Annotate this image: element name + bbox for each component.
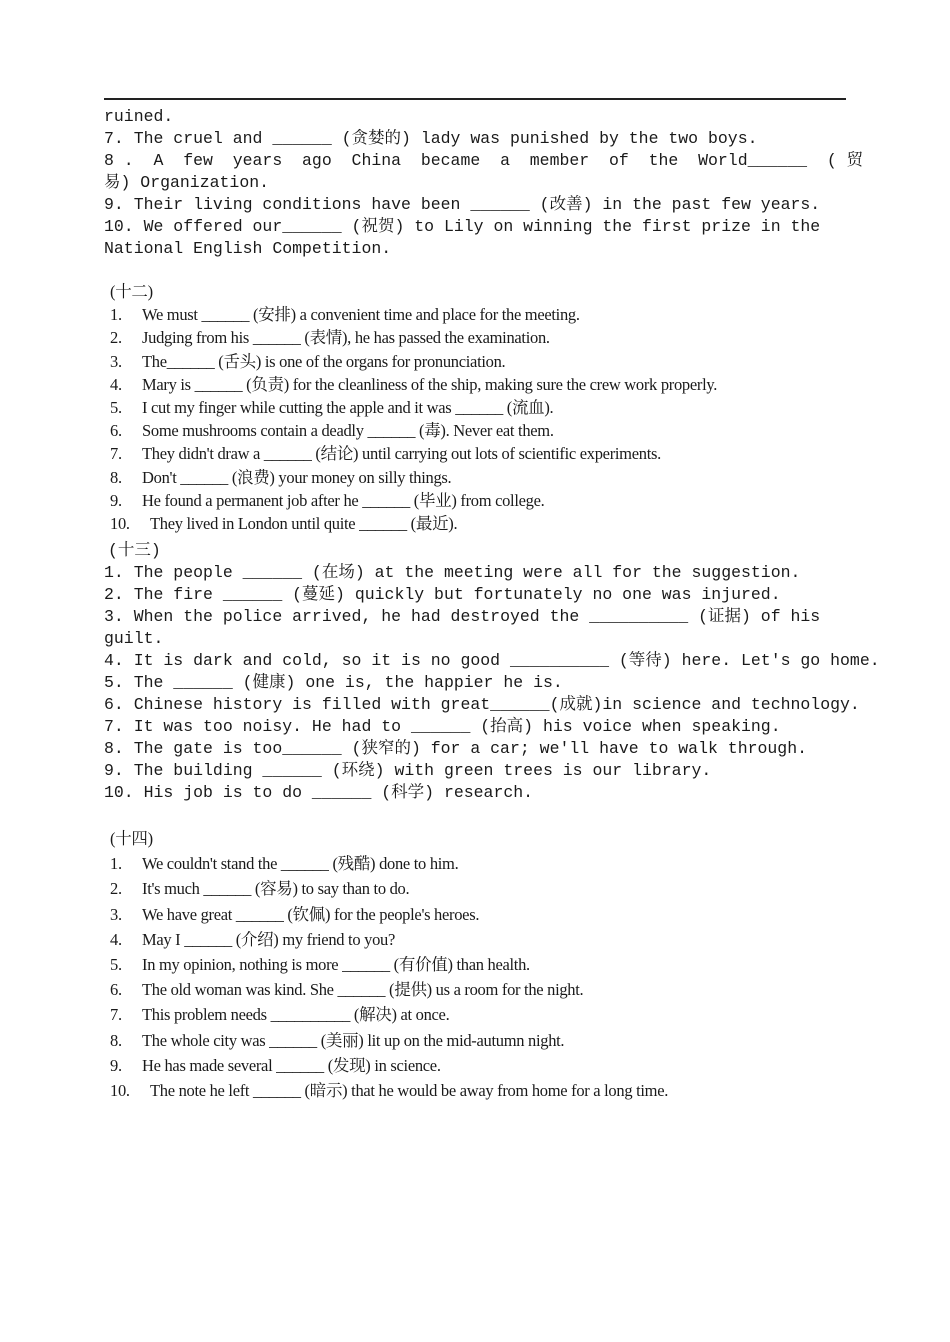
item-number: 2. [110,328,122,348]
item-text: I cut my finger while cutting the apple and it was ______ (流血). [142,397,554,417]
text-line: ruined. [104,107,174,126]
item-text: We couldn't stand the ______ (残酷) done to him. [142,854,459,874]
item-text: In my opinion, nothing is more ______ (有价值) than health. [142,954,530,974]
text-line: 9. The building ______ (环绕) with green trees is our library. [104,761,712,780]
item-text: The note he left ______ (暗示) that he would be away from home for a long time. [150,1080,669,1100]
section-heading: (十二) [110,282,153,301]
exercise-item [110,350,850,373]
item-number: 9. [110,490,122,510]
item-text: Judging from his ______ (表情), he has passed the examination. [142,328,550,348]
text-line: 3. When the police arrived, he had destroyed the __________ (证据) of his [104,607,821,626]
item-number: 2. [110,879,122,899]
header-rule [104,98,846,100]
section-12 [110,280,850,535]
item-text: They lived in London until quite ______ (最近). [150,513,458,533]
item-text: Mary is ______ (负责) for the cleanliness of the ship, making sure the crew work properly. [142,374,718,394]
exercise-item [110,396,850,419]
exercise-item [110,303,850,326]
item-number: 1. [110,854,122,874]
text-line: 5. The ______ (健康) one is, the happier he is. [104,673,563,692]
item-text: Don't ______ (浪费) your money on silly things. [142,467,452,487]
item-number: 3. [110,351,122,371]
item-number: 3. [110,904,122,924]
exercise-item [110,902,850,927]
exercise-item [110,927,850,952]
item-text: He has made several ______ (发现) in science. [142,1055,441,1075]
exercise-item [110,851,850,876]
item-text: They didn't draw a ______ (结论) until carrying out lots of scientific experiments. [142,444,661,464]
text-line: 7. The cruel and ______ (贪婪的) lady was punished by the two boys. [104,129,758,148]
exercise-item [110,419,850,442]
text-line: 10. His job is to do ______ (科学) research. [104,783,534,802]
exercise-item [110,373,850,396]
text-line: 9. Their living conditions have been ______ (改善) in the past few years. [104,195,821,214]
text-line: 易) Organization. [104,173,270,192]
exercise-item [110,1002,850,1027]
section-heading: (十四) [110,829,153,848]
item-number: 4. [110,374,122,394]
exercise-item [110,952,850,977]
item-number: 10. [110,513,130,533]
section-13 [104,540,880,804]
exercise-item [110,489,850,512]
text-line: 4. It is dark and cold, so it is no good __________ (等待) here. Let's go home. [104,651,880,670]
section-14 [110,826,850,1103]
text-line: National English Competition. [104,239,392,258]
item-number: 5. [110,397,122,417]
item-number: 6. [110,421,122,441]
text-line: 6. Chinese history is filled with great______(成就)in science and technology. [104,695,860,714]
text-line: 8 . A few years ago China became a member of the World______ ( 贸 [104,151,864,170]
item-number: 4. [110,929,122,949]
item-text: May I ______ (介绍) my friend to you? [142,929,395,949]
item-text: It's much ______ (容易) to say than to do. [142,879,410,899]
exercise-item [110,977,850,1002]
text-line: 7. It was too noisy. He had to ______ (抬高) his voice when speaking. [104,717,781,736]
item-number: 8. [110,467,122,487]
exercise-item [110,326,850,349]
text-line: 8. The gate is too______ (狭窄的) for a car; we'll have to walk through. [104,739,808,758]
text-line: 1. The people ______ (在场) at the meeting were all for the suggestion. [104,563,801,582]
exercise-item [110,1078,850,1103]
item-number: 8. [110,1030,122,1050]
exercise-item [110,1028,850,1053]
item-text: Some mushrooms contain a deadly ______ (毒). Never eat them. [142,421,554,441]
item-number: 6. [110,980,122,1000]
item-text: This problem needs __________ (解决) at once. [142,1005,450,1025]
text-line: guilt. [104,629,164,648]
item-text: We must ______ (安排) a convenient time and place for the meeting. [142,305,580,325]
exercise-item [110,442,850,465]
section-heading: (十三) [108,541,161,560]
item-number: 1. [110,305,122,325]
exercise-item [110,876,850,901]
item-number: 7. [110,444,122,464]
text-line: 10. We offered our______ (祝贺) to Lily on winning the first prize in the [104,217,821,236]
text-line: 2. The fire ______ (蔓延) quickly but fortunately no one was injured. [104,585,781,604]
exercise-item [110,1053,850,1078]
exercise-item [110,466,850,489]
item-text: We have great ______ (钦佩) for the people's heroes. [142,904,480,924]
item-number: 5. [110,954,122,974]
top-exercise-block [104,106,864,260]
item-number: 10. [110,1080,130,1100]
exercise-item [110,512,850,535]
item-text: The______ (舌头) is one of the organs for pronunciation. [142,351,506,371]
item-number: 7. [110,1005,122,1025]
item-text: The whole city was ______ (美丽) lit up on the mid-autumn night. [142,1030,565,1050]
item-number: 9. [110,1055,122,1075]
item-text: He found a permanent job after he ______ (毕业) from college. [142,490,545,510]
item-text: The old woman was kind. She ______ (提供) us a room for the night. [142,980,584,1000]
